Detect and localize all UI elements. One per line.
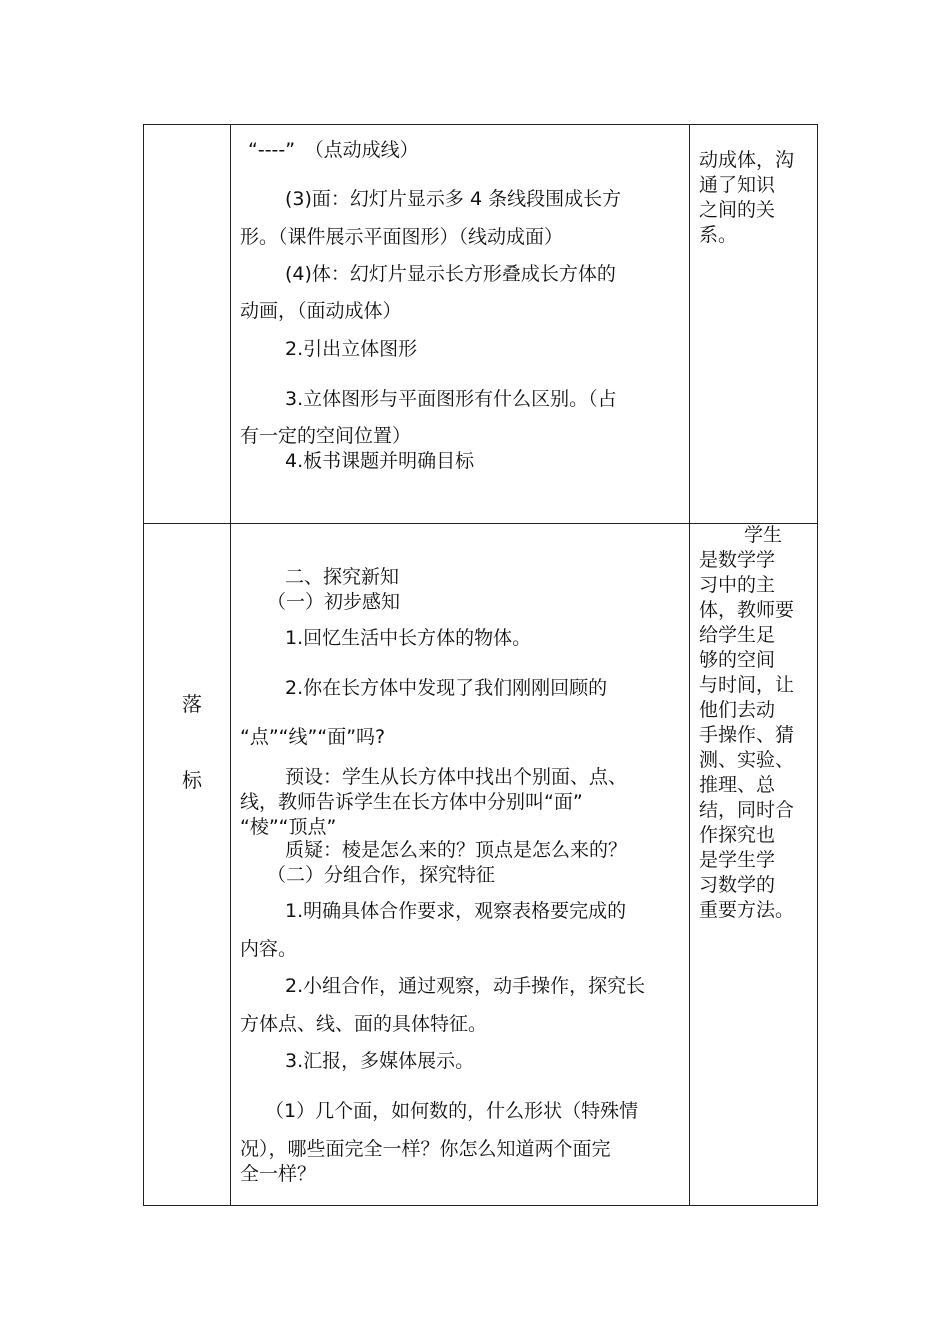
- main-line: 动画，（面动成体）: [240, 300, 402, 322]
- remark-line: 给学生足: [699, 624, 776, 646]
- main-line: “----” （点动成线）: [248, 139, 419, 161]
- remark-line: 他们去动: [699, 699, 776, 721]
- main-line: 1.明确具体合作要求，观察表格要完成的: [285, 900, 627, 922]
- column-divider: [230, 125, 231, 1205]
- main-line: 方体点、线、面的具体特征。: [240, 1013, 488, 1035]
- remark-line: 系。: [699, 224, 738, 246]
- main-line: 有一定的空间位置）: [240, 425, 412, 447]
- main-line: 线，教师告诉学生在长方体中分别叫“面”: [240, 791, 583, 813]
- remark-line: 是数学学: [699, 549, 776, 571]
- main-line: 内容。: [240, 938, 298, 960]
- remark-line: 习中的主: [699, 574, 776, 596]
- row-divider: [144, 523, 817, 524]
- row-label-char: 标: [182, 768, 202, 792]
- remark-line: 动成体，沟: [699, 149, 795, 171]
- column-divider: [689, 125, 690, 1205]
- remark-line: 与时间，让: [699, 674, 795, 696]
- remark-line: 之间的关: [699, 199, 776, 221]
- remark-line: 重要方法。: [699, 899, 795, 921]
- remark-line: 是学生学: [699, 849, 776, 871]
- main-line: （二）分组合作，探究特征: [267, 864, 496, 886]
- remark-line: 体，教师要: [699, 599, 795, 621]
- remark-line: 习数学的: [699, 874, 776, 896]
- remark-line: 手操作、猜: [699, 724, 795, 746]
- main-line: “点”“线”“面”吗?: [240, 726, 386, 748]
- main-line: (4)体：幻灯片显示长方形叠成长方体的: [285, 263, 616, 285]
- main-line: 1.回忆生活中长方体的物体。: [285, 627, 532, 649]
- main-line: “棱”“顶点”: [240, 816, 337, 838]
- main-line: （1）几个面，如何数的，什么形状（特殊情: [265, 1100, 639, 1122]
- main-line: 形。（课件展示平面图形）（线动成面）: [240, 226, 564, 248]
- main-line: 2.你在长方体中发现了我们刚刚回顾的: [285, 677, 608, 699]
- remark-line: 推理、总: [699, 774, 776, 796]
- main-line: 3.立体图形与平面图形有什么区别。（占: [285, 388, 617, 410]
- main-line: (3)面：幻灯片显示多 4 条线段围成长方: [285, 188, 622, 210]
- main-line: 3.汇报，多媒体展示。: [285, 1050, 475, 1072]
- main-line: 2.小组合作，通过观察，动手操作，探究长: [285, 975, 646, 997]
- remark-line: 作探究也: [699, 824, 776, 846]
- row-label-char: 落: [182, 692, 202, 716]
- main-line: 全一样？: [240, 1163, 317, 1185]
- remark-line: 结，同时合: [699, 799, 795, 821]
- remark-line: 通了知识: [699, 174, 776, 196]
- main-line: 2.引出立体图形: [285, 338, 418, 360]
- remark-line: 够的空间: [699, 649, 776, 671]
- main-line: （一）初步感知: [267, 591, 401, 613]
- remark-line: 测、实验、: [699, 749, 795, 771]
- remark-line: 学生: [744, 524, 783, 546]
- main-line: 4.板书课题并明确目标: [285, 450, 475, 472]
- main-line: 二、探究新知: [285, 566, 400, 588]
- main-line: 况），哪些面完全一样？你怎么知道两个面完: [240, 1138, 611, 1160]
- main-line: 质疑：棱是怎么来的？顶点是怎么来的？: [285, 839, 628, 861]
- main-line: 预设：学生从长方体中找出个别面、点、: [285, 766, 628, 788]
